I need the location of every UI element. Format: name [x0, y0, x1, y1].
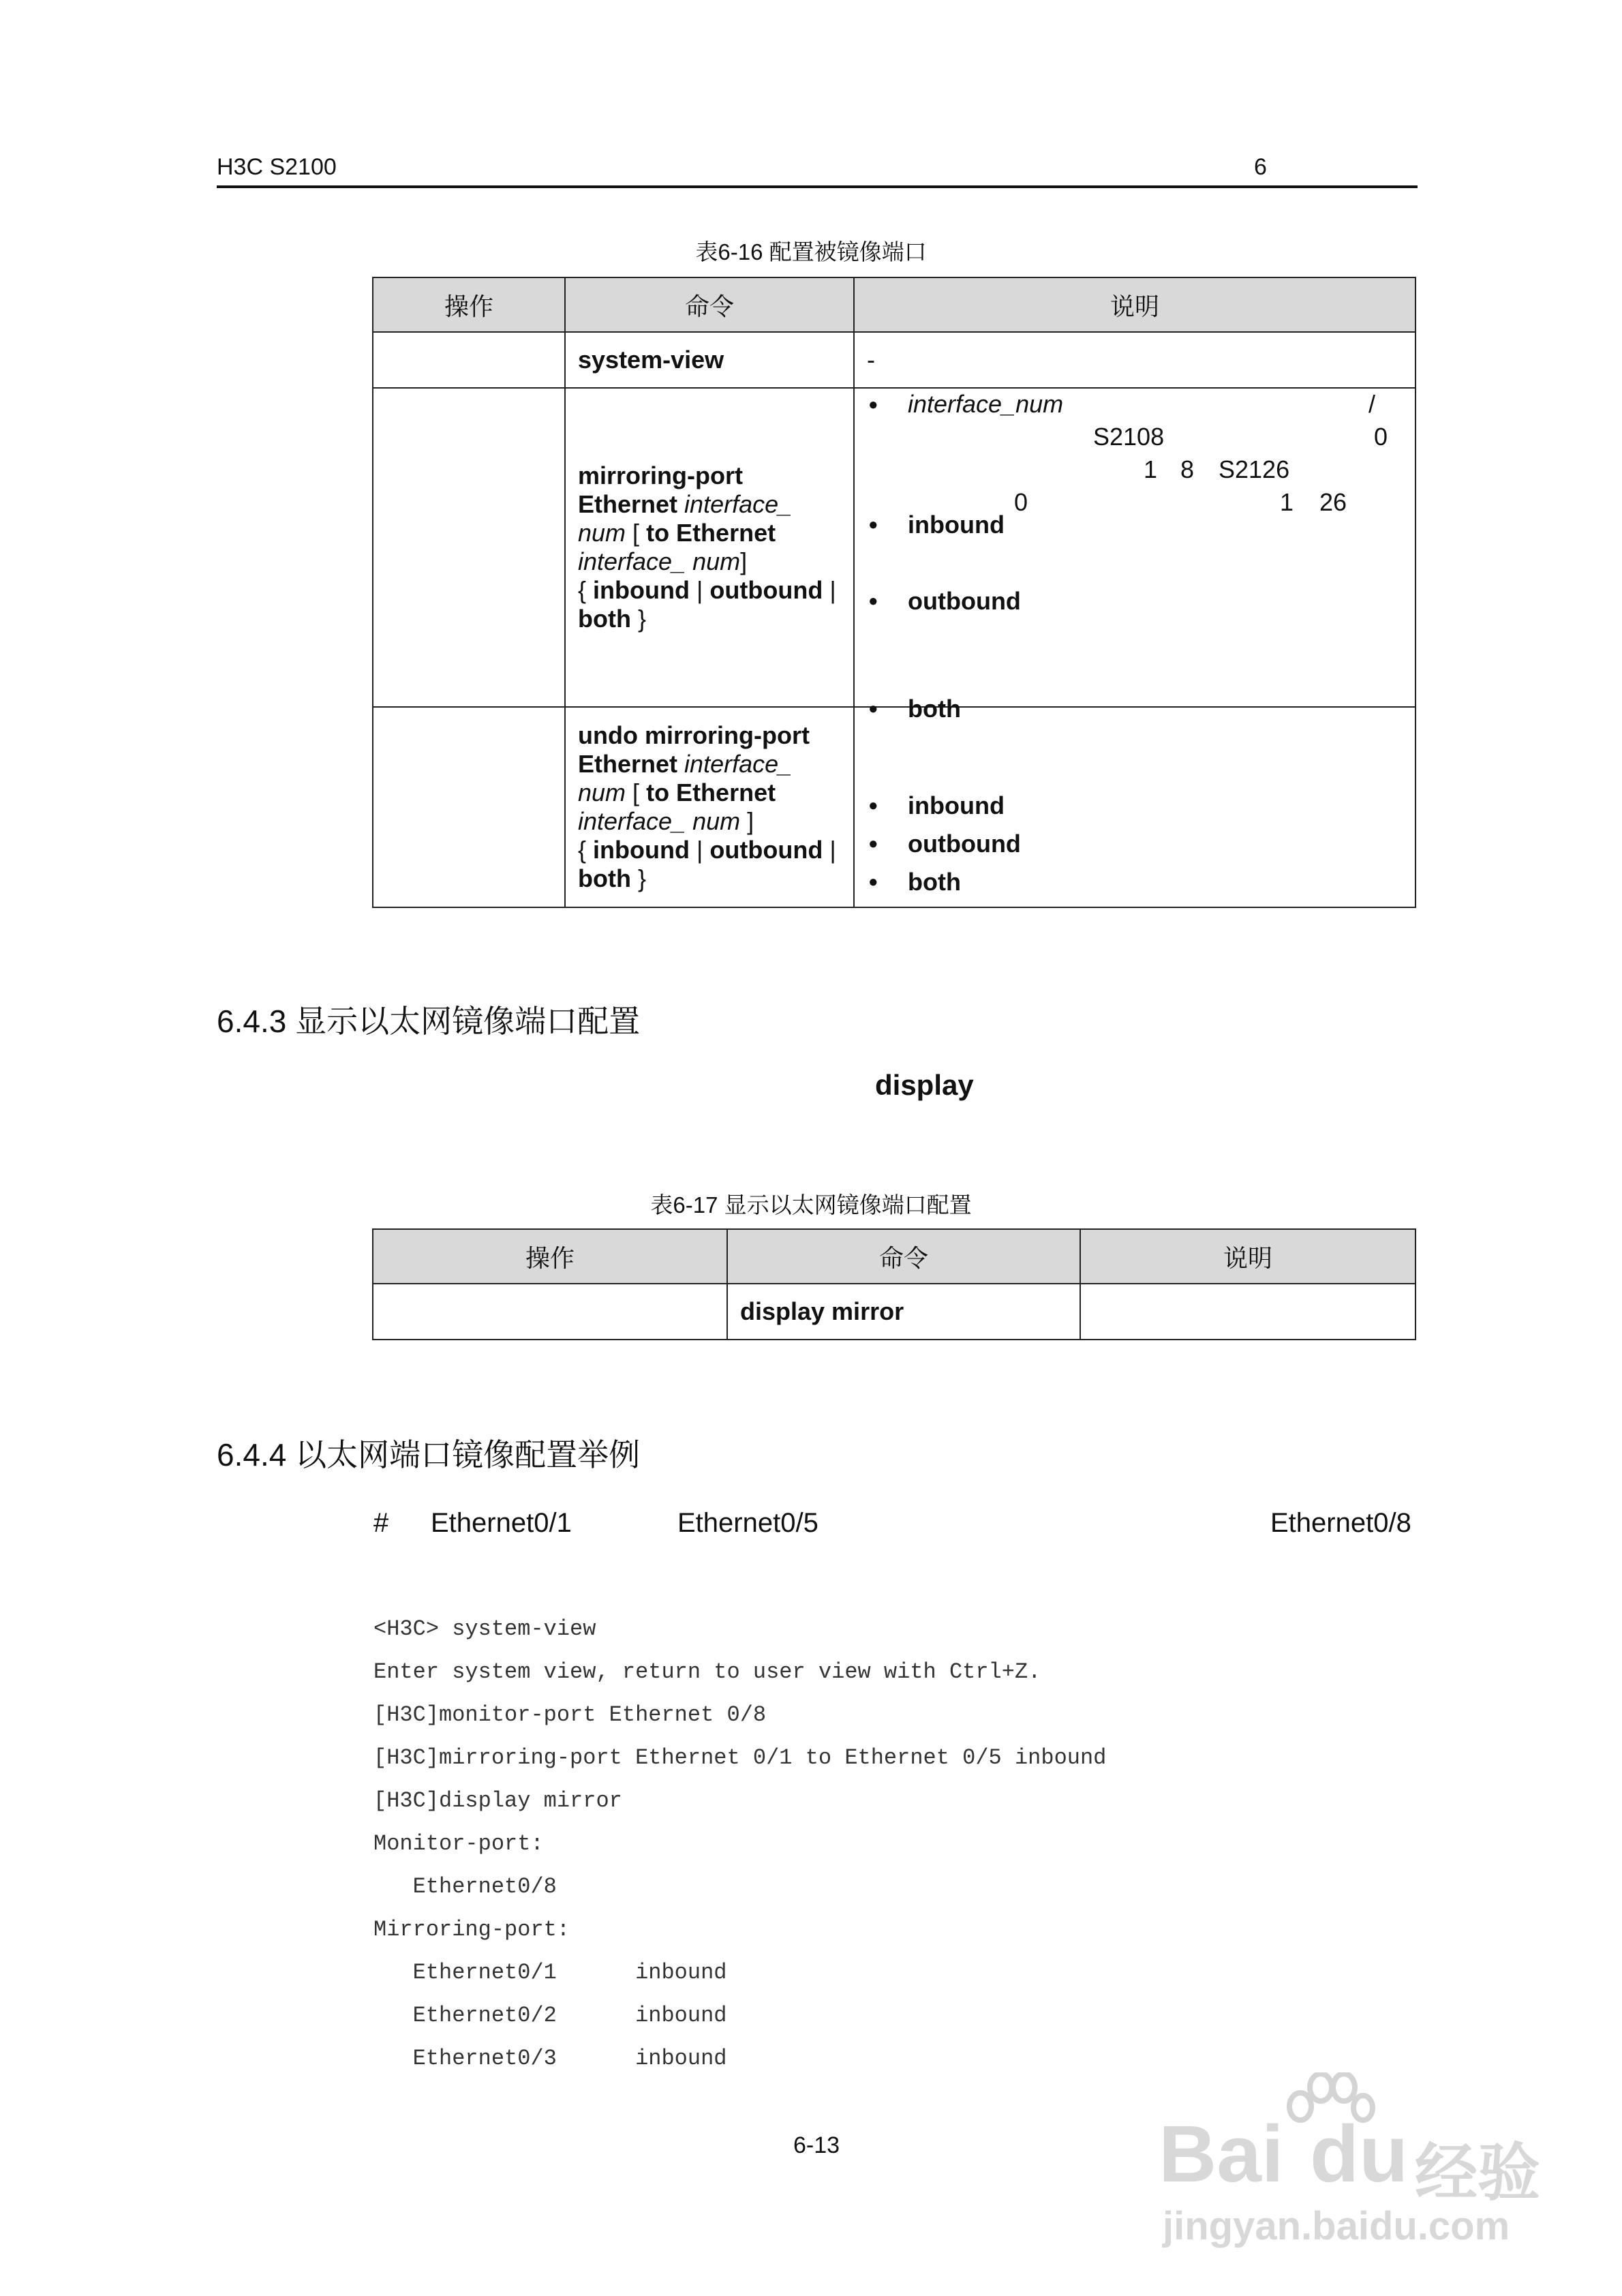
bullet-inbound: ● inbound [867, 506, 1427, 544]
table2-row1-operation [373, 1284, 727, 1340]
header-left: H3C S2100 [217, 154, 337, 180]
bullet-inbound: ● inbound [867, 787, 1415, 825]
table2 [372, 1228, 1416, 1340]
table1-row2-operation [373, 388, 565, 707]
code-line-1: <H3C> system-view [373, 1616, 596, 1642]
table1-header-operation: 操作 [373, 277, 565, 332]
display-keyword: display [875, 1069, 974, 1101]
bullet-both: ● both [867, 690, 1427, 728]
table1-row1-description: - [854, 332, 1416, 388]
table1-row2-description: ● interface_num / S2108 0 1 8 S2126 0 1 26 ● inbound ● outbound ● both [854, 388, 1416, 707]
table1-header-command: 命令 [565, 277, 854, 332]
code-line-11: Ethernet0/3 inbound [373, 2046, 727, 2071]
bullet-outbound: ● outbound [867, 825, 1415, 863]
table1 [372, 277, 1416, 908]
table1-row1-operation [373, 332, 565, 388]
table1-row2-command: mirroring-port Ethernet interface_ num [ to Ethernet interface_ num] { inbound | outbound | both } [565, 388, 854, 707]
header-rule [217, 185, 1418, 188]
table1-row3-operation [373, 707, 565, 907]
table2-row1-command: display mirror [727, 1284, 1080, 1340]
bullet-dot: ● [868, 395, 878, 414]
example-port-8: Ethernet0/8 [1270, 1508, 1411, 1538]
table2-header-description: 说明 [1080, 1229, 1416, 1284]
code-line-5: [H3C]display mirror [373, 1788, 622, 1813]
page-footer: 6-13 [793, 2132, 840, 2158]
table1-header-description: 说明 [854, 277, 1416, 332]
table2-row1-description [1080, 1284, 1416, 1340]
bullet-both: ● both [867, 863, 1415, 901]
code-line-6: Monitor-port: [373, 1831, 544, 1856]
code-line-2: Enter system view, return to user view with Ctrl+Z. [373, 1659, 1041, 1685]
header-page-number: 6 [1254, 154, 1267, 180]
baidu-watermark: Bai du 经验 jingyan.baidu.com [1159, 2072, 1540, 2256]
code-line-10: Ethernet0/2 inbound [373, 2003, 727, 2028]
section-title-6-4-4: 6.4.4 以太网端口镜像配置举例 [217, 1437, 641, 1472]
example-port-1: Ethernet0/1 [431, 1508, 572, 1538]
table1-row3-description [854, 707, 1416, 907]
code-line-9: Ethernet0/1 inbound [373, 1960, 727, 1985]
bullet-outbound: ● outbound [867, 582, 1427, 620]
example-port-5: Ethernet0/5 [677, 1508, 818, 1538]
code-line-4: [H3C]mirroring-port Ethernet 0/1 to Ethernet 0/5 inbound [373, 1745, 1107, 1770]
table1-row3-command: undo mirroring-port Ethernet interface_ num [ to Ethernet interface_ num ] { inbound | outbound | both } [565, 707, 854, 907]
table2-header-operation: 操作 [373, 1229, 727, 1284]
section-title-6-4-3: 6.4.3 显示以太网镜像端口配置 [217, 1003, 641, 1039]
code-line-8: Mirroring-port: [373, 1917, 570, 1942]
code-line-7: Ethernet0/8 [373, 1874, 557, 1899]
table1-row1-command: system-view [565, 332, 854, 388]
table2-header-command: 命令 [727, 1229, 1080, 1284]
code-line-3: [H3C]monitor-port Ethernet 0/8 [373, 1702, 767, 1727]
table1-caption: 表6-16 配置被镜像端口 [695, 239, 927, 265]
table2-caption: 表6-17 显示以太网镜像端口配置 [650, 1192, 972, 1218]
example-hash: # [373, 1508, 389, 1538]
